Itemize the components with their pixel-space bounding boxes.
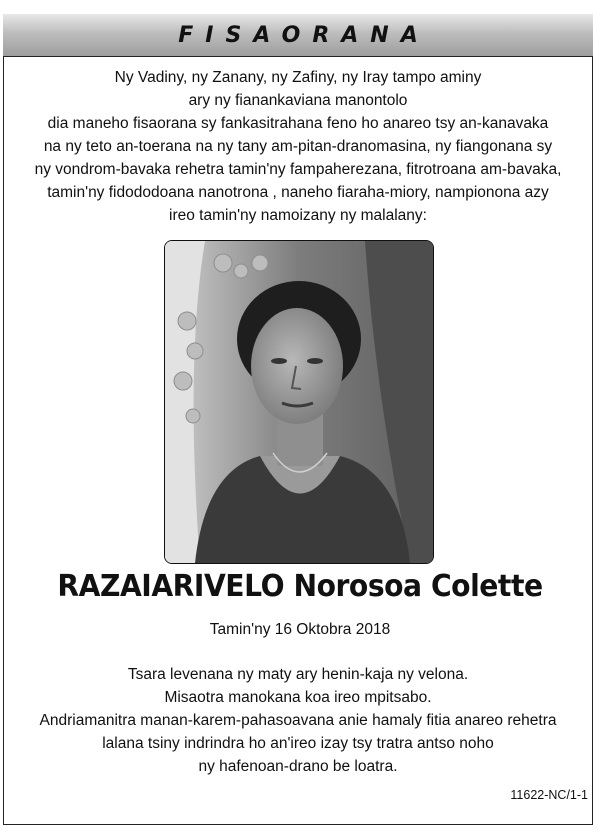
closing-line: Andriamanitra manan-karem-pahasoavana anie hamaly fitia anareo rehetra	[39, 712, 557, 729]
intro-text	[10, 66, 586, 227]
notice-title: FISAORANA	[178, 22, 430, 48]
intro-line: na ny teto an-toerana na ny tany am-pitan-dranomasina, ny fiangonana sy	[43, 138, 553, 155]
intro-line: ny vondrom-bavaka rehetra tamin'ny fampaherezana, fitrotroana am-bavaka,	[34, 161, 562, 178]
death-date: Tamin'ny 16 Oktobra 2018	[209, 621, 391, 638]
intro-line: Ny Vadiny, ny Zanany, ny Zafiny, ny Iray tampo aminy	[114, 69, 482, 86]
closing-line: ny hafenoan-drano be loatra.	[198, 758, 398, 775]
reference-code: 11622-NC/1-1	[510, 788, 588, 802]
intro-line: dia maneho fisaorana sy fankasitrahana feno ho anareo tsy an-kanavaka	[47, 115, 549, 132]
portrait-photo	[164, 240, 434, 564]
intro-line: ary ny fianankaviana manontolo	[188, 92, 408, 109]
closing-line: lalana tsiny indrindra ho an'ireo izay tsy tratra antso noho	[102, 735, 494, 752]
closing-line: Tsara levenana ny maty ary henin-kaja ny velona.	[127, 666, 469, 683]
deceased-name: RAZAIARIVELO Norosoa Colette	[57, 569, 543, 604]
closing-line: Misaotra manokana koa ireo mpitsabo.	[164, 689, 432, 706]
notice-header	[3, 14, 593, 57]
closing-text	[10, 663, 586, 778]
intro-line: tamin'ny fidododoana nanotrona , naneho fiaraha-miory, nampionona azy	[47, 184, 549, 201]
intro-line: ireo tamin'ny namoizany ny malalany:	[169, 207, 427, 224]
portrait-image	[165, 241, 433, 563]
